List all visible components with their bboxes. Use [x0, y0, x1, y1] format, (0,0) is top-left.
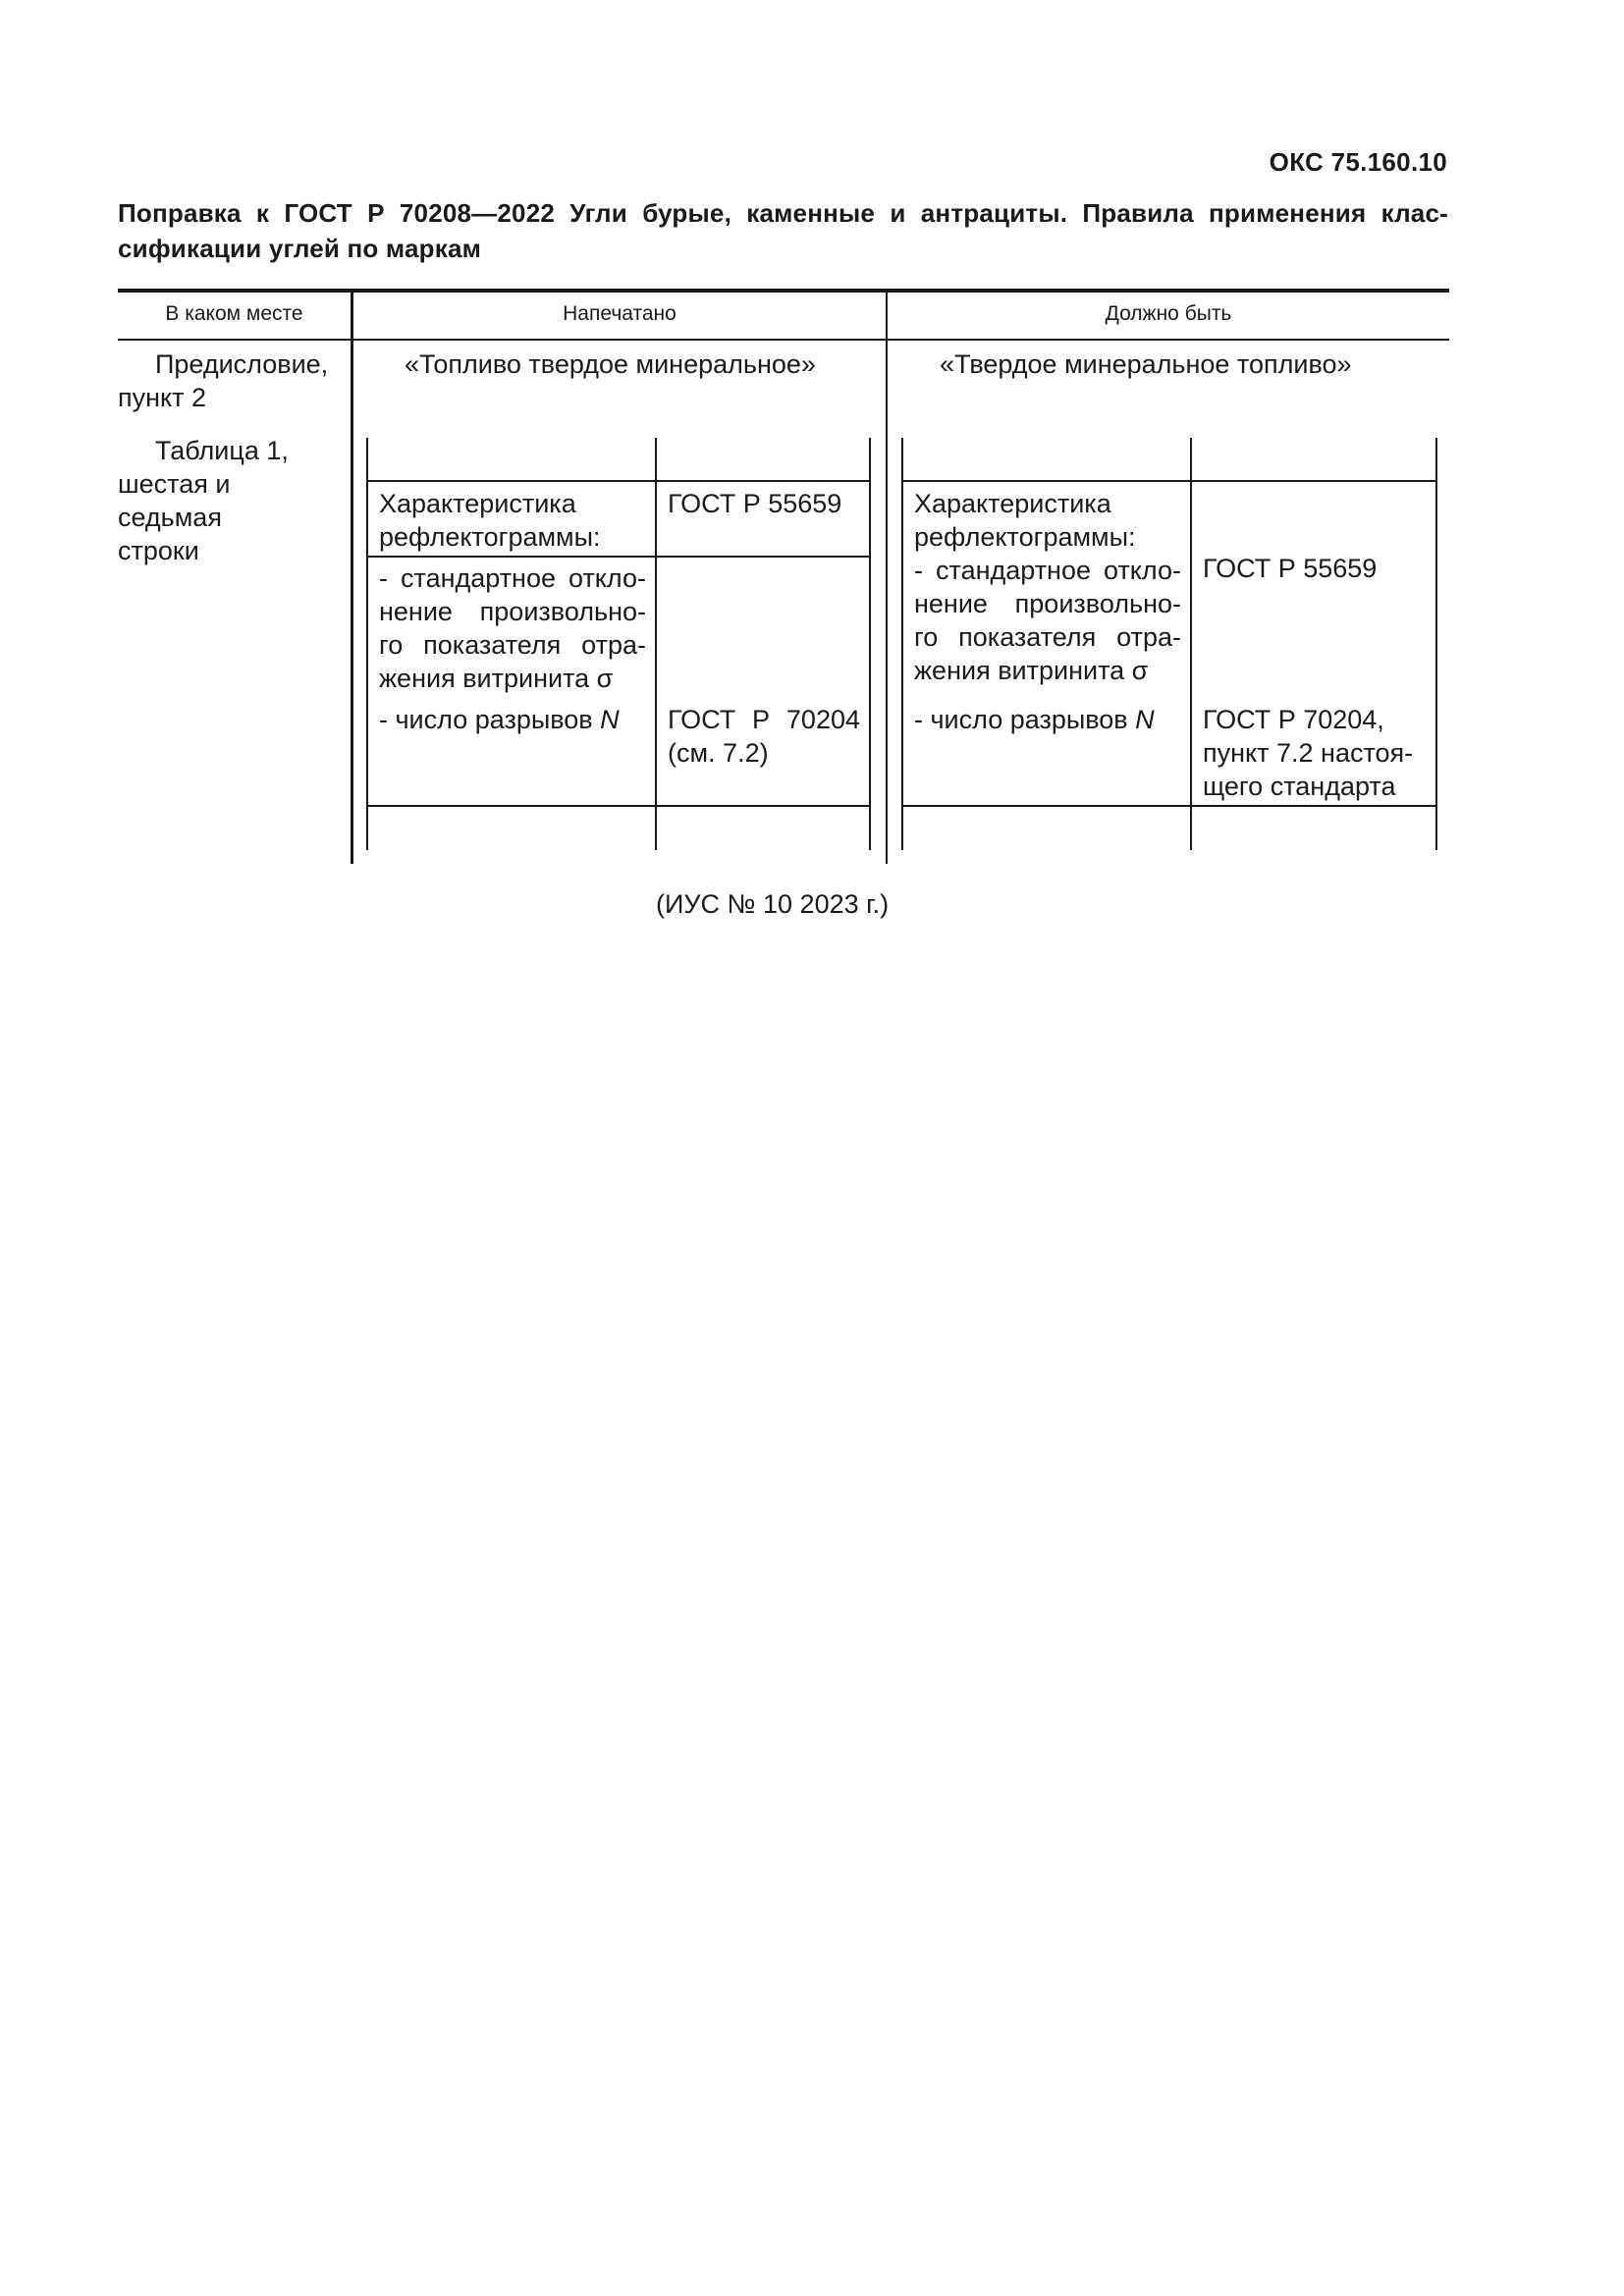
printed-deviation — [379, 561, 646, 695]
table-header-rule — [118, 339, 1449, 341]
should-breaks-text: - число разрывов — [914, 705, 1128, 734]
column-divider-1 — [351, 291, 353, 864]
printed-breaks-std-line2: (см. 7.2) — [668, 738, 769, 768]
should-char-line1: Характеристика — [914, 489, 1111, 518]
printed-breaks-std-line1: ГОСТ Р 70204 — [668, 705, 860, 734]
inner-should-right — [1435, 438, 1437, 850]
printed-char-std: ГОСТ Р 55659 — [668, 489, 842, 518]
inner-printed-row-rule — [366, 556, 871, 558]
column-divider-2 — [886, 291, 888, 864]
should-char-deviation — [914, 487, 1181, 687]
publication-reference: (ИУС № 10 2023 г.) — [656, 889, 890, 919]
row2-place-line2: шестая и седьмая — [118, 469, 231, 532]
document-title — [118, 195, 1448, 266]
row1-place-line2: пункт 2 — [118, 383, 207, 412]
printed-dev-line4: жения витринита σ — [379, 664, 614, 693]
title-line-1: Поправка к ГОСТ Р 70208—2022 Угли бурые, каменные и антрациты. Правила применения клас- — [118, 198, 1448, 228]
printed-char-label — [379, 487, 646, 554]
inner-should-bottom-rule — [901, 805, 1437, 807]
row2-place-line1: Таблица 1, — [155, 436, 289, 465]
inner-printed-right — [869, 438, 871, 850]
inner-should-mid — [1190, 438, 1192, 850]
inner-should-left — [901, 438, 903, 850]
inner-printed-bottom-rule — [366, 805, 871, 807]
printed-char-line1: Характеристика — [379, 489, 576, 518]
inner-printed-mid — [655, 438, 657, 850]
printed-dev-line1: - стандартное откло- — [379, 563, 646, 593]
printed-breaks — [379, 703, 646, 736]
row2-place — [118, 434, 336, 567]
should-dev-line3: го показателя отра- — [914, 622, 1181, 652]
table-top-rule — [118, 289, 1449, 293]
header-printed: Напечатано — [563, 302, 677, 325]
row1-printed: «Топливо твердое минеральное» — [405, 349, 816, 379]
row1-place — [118, 347, 336, 414]
should-breaks-std-line1: ГОСТ Р 70204, — [1203, 705, 1384, 734]
should-dev-line1: - стандартное откло- — [914, 556, 1181, 585]
title-line-2: сификации углей по маркам — [118, 234, 482, 263]
printed-breaks-std — [668, 703, 860, 770]
inner-printed-head-rule — [366, 480, 871, 482]
should-breaks-std-line2: пункт 7.2 настоя- — [1203, 738, 1414, 768]
should-char-line2: рефлектограммы: — [914, 522, 1136, 552]
should-breaks-std-line3: щего стандарта — [1203, 772, 1396, 801]
should-dev-line4: жения витринита σ — [914, 656, 1149, 685]
printed-breaks-var: N — [600, 705, 620, 734]
header-place: В каком месте — [165, 302, 303, 325]
printed-char-line2: рефлектограммы: — [379, 522, 601, 552]
classification-code: ОКС 75.160.10 — [1269, 147, 1447, 177]
should-breaks — [914, 703, 1181, 736]
should-dev-line2: нение произвольно- — [914, 589, 1181, 618]
printed-dev-line3: го показателя отра- — [379, 630, 646, 660]
inner-should-head-rule — [901, 480, 1437, 482]
printed-breaks-text: - число разрывов — [379, 705, 593, 734]
inner-printed-left — [366, 438, 368, 850]
should-breaks-var: N — [1135, 705, 1155, 734]
row1-should-be: «Твердое минеральное топливо» — [940, 349, 1352, 379]
should-dev-std: ГОСТ Р 55659 — [1203, 554, 1378, 583]
printed-dev-line2: нение произвольно- — [379, 597, 646, 626]
header-should-be: Должно быть — [1105, 302, 1232, 325]
row1-place-line1: Предисловие, — [155, 349, 329, 379]
should-breaks-std — [1203, 703, 1427, 803]
row2-place-line3: строки — [118, 536, 199, 565]
